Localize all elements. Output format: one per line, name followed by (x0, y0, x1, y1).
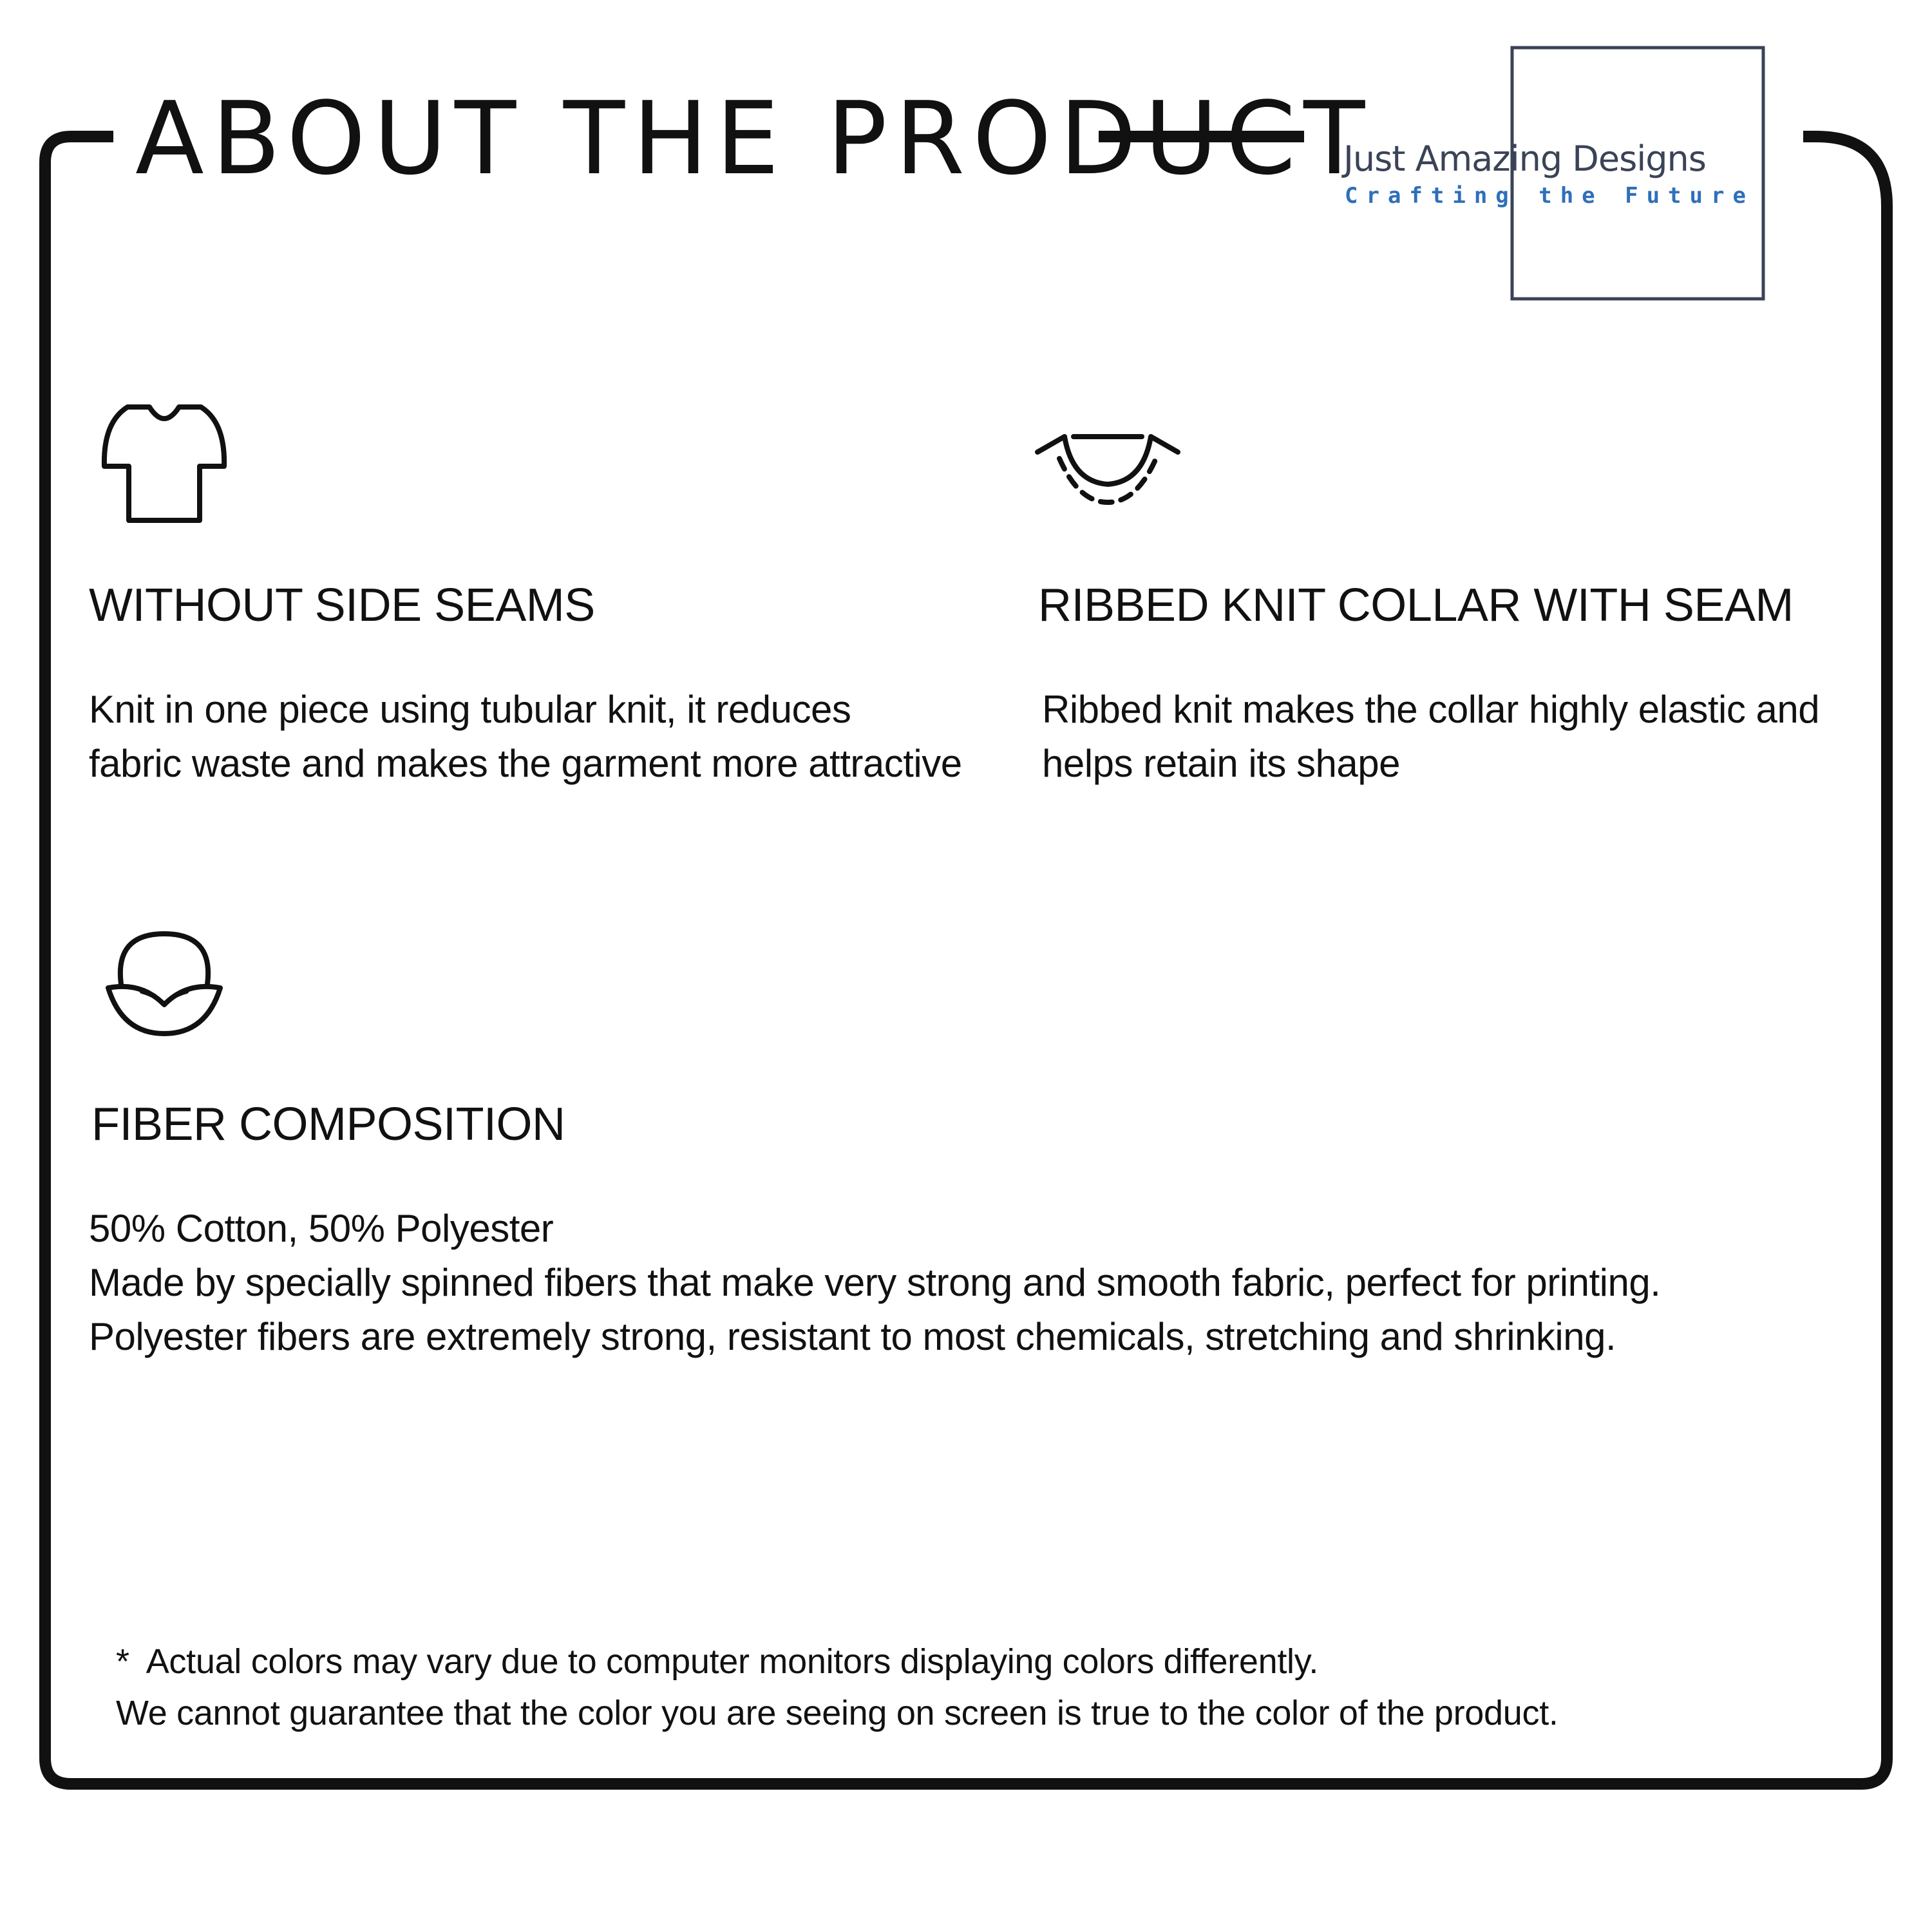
feature-line: Made by specially spinned fibers that make very strong and smooth fabric, perfect for printing. (89, 1261, 1661, 1304)
disclaimer-text: Actual colors may vary due to computer monitors displaying colors differently. (146, 1642, 1319, 1681)
feature-text-side-seams (89, 683, 962, 791)
page-title: ABOUT THE PRODUCT (135, 80, 1373, 197)
color-disclaimer (116, 1636, 1558, 1739)
cotton-boll-icon (103, 927, 225, 1043)
feature-line: helps retain its shape (1042, 742, 1401, 785)
feature-text-collar (1042, 683, 1819, 791)
t-shirt-icon (97, 399, 232, 528)
collar-icon (1034, 419, 1182, 509)
feature-line: 50% Cotton, 50% Polyester (89, 1207, 554, 1250)
feature-title-collar: RIBBED KNIT COLLAR WITH SEAM (1038, 580, 1794, 631)
brand-tagline: Crafting the Future (1345, 183, 1754, 209)
feature-text-fiber (89, 1202, 1660, 1364)
disclaimer-marker: * (116, 1642, 129, 1681)
disclaimer-line (116, 1636, 1558, 1687)
feature-line: Knit in one piece using tubular knit, it reduces (89, 688, 851, 731)
feature-line: Polyester fibers are extremely strong, resistant to most chemicals, stretching and shrinking. (89, 1315, 1616, 1358)
frame-border (45, 137, 1887, 1784)
feature-title-fiber: FIBER COMPOSITION (91, 1099, 565, 1150)
feature-title-side-seams: WITHOUT SIDE SEAMS (89, 580, 595, 631)
brand-logo (1340, 129, 1790, 219)
feature-line: Ribbed knit makes the collar highly elastic and (1042, 688, 1820, 731)
brand-name: Just Amazing Designs (1343, 138, 1706, 179)
feature-line: fabric waste and makes the garment more attractive (89, 742, 962, 785)
disclaimer-line: We cannot guarantee that the color you are seeing on screen is true to the color of the product. (116, 1694, 1558, 1732)
